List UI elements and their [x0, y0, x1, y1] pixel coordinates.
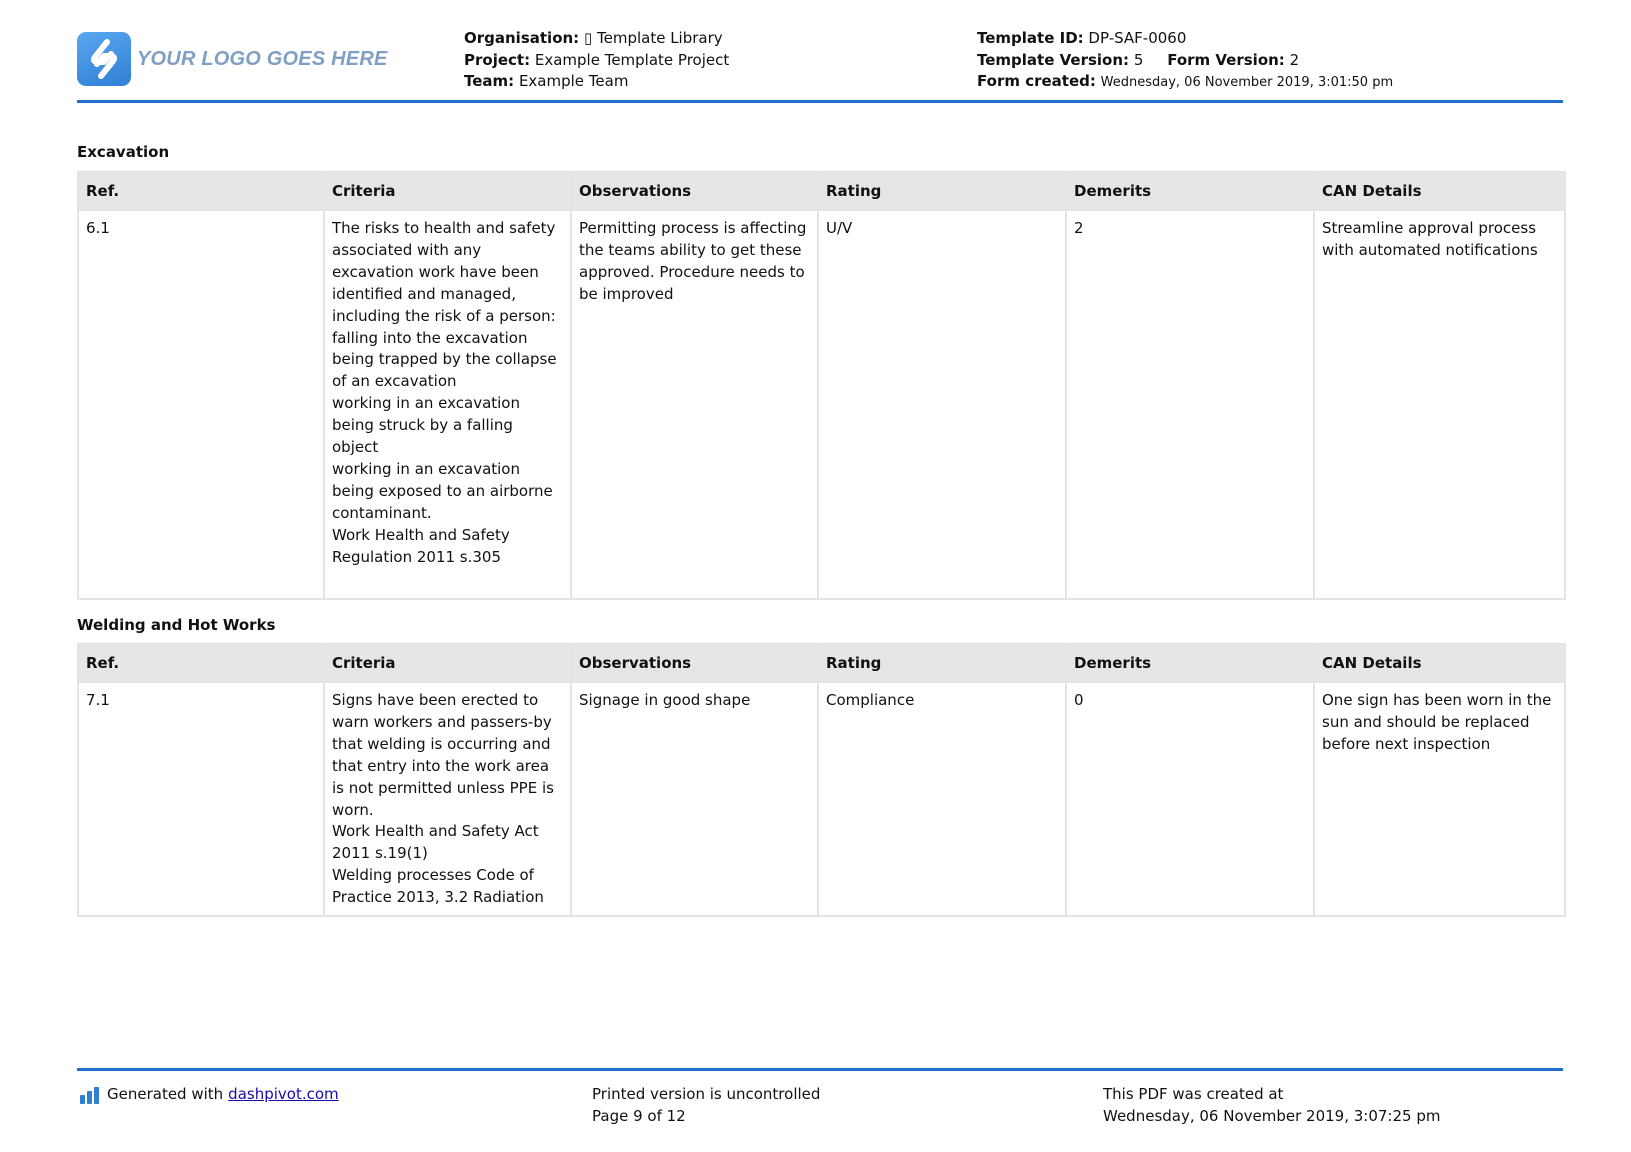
uncontrolled-text: Printed version is uncontrolled: [592, 1085, 821, 1103]
criteria-item: falling into the excavation: [332, 328, 528, 347]
criteria-reference: Work Health and Safety Act 2011 s.19(1): [332, 822, 539, 863]
footer-divider: [77, 1068, 1563, 1071]
team-label: Team:: [464, 72, 515, 90]
dashpivot-link[interactable]: dashpivot.com: [228, 1085, 339, 1103]
table-row: [78, 682, 1565, 916]
header-template-block: [977, 28, 1393, 94]
company-logo: [77, 32, 388, 86]
dashpivot-bars-icon: [80, 1086, 99, 1104]
cell-criteria: [324, 210, 571, 599]
print-notice: [592, 1084, 820, 1127]
criteria-intro: The risks to health and safety associated with any excavation work have been identified and managed, including the risk of a person:: [332, 219, 556, 325]
pdf-created: [1103, 1084, 1440, 1127]
generated-prefix: Generated with: [107, 1085, 224, 1103]
column-header-demerits: Demerits: [1066, 172, 1314, 210]
cell-criteria: [324, 682, 571, 916]
cell-ref: 6.1: [78, 210, 324, 599]
table-row: [78, 210, 1565, 599]
welding-table: [77, 643, 1566, 917]
cell-demerits: 0: [1066, 682, 1314, 916]
cell-can-details: Streamline approval process with automated notifications: [1314, 210, 1565, 599]
form-version-value: 2: [1289, 50, 1300, 69]
column-header-criteria: Criteria: [324, 644, 571, 682]
template-version-label: Template Version:: [977, 50, 1130, 69]
organisation-value: ▯ Template Library: [583, 29, 723, 47]
excavation-table: [77, 171, 1566, 600]
column-header-rating: Rating: [818, 172, 1066, 210]
logo-text: YOUR LOGO GOES HERE: [137, 47, 388, 70]
page-header: [77, 22, 1563, 102]
criteria-item: working in an excavation being struck by a falling object: [332, 394, 520, 457]
column-header-can-details: CAN Details: [1314, 172, 1565, 210]
form-created-value: Wednesday, 06 November 2019, 3:01:50 pm: [1100, 75, 1394, 90]
criteria-intro: Signs have been erected to warn workers and passers-by that welding is occurring and that entry into the work area is not permitted unless PPE is worn.: [332, 691, 554, 819]
cell-rating: Compliance: [818, 682, 1066, 916]
column-header-criteria: Criteria: [324, 172, 571, 210]
column-header-can-details: CAN Details: [1314, 644, 1565, 682]
pdf-created-label: This PDF was created at: [1103, 1085, 1284, 1103]
template-id-value: DP-SAF-0060: [1088, 29, 1187, 47]
criteria-reference: Welding processes Code of Practice 2013, 3.2 Radiation: [332, 866, 544, 907]
cell-can-details: One sign has been worn in the sun and should be replaced before next inspection: [1314, 682, 1565, 916]
criteria-reference: Work Health and Safety Regulation 2011 s.305: [332, 525, 510, 566]
cell-observations: Permitting process is affecting the teams ability to get these approved. Procedure needs to be improved: [571, 210, 818, 599]
cell-observations: Signage in good shape: [571, 682, 818, 916]
cell-rating: U/V: [818, 210, 1066, 599]
project-label: Project:: [464, 50, 531, 69]
header-divider: [77, 100, 1563, 103]
generated-with: [77, 1084, 339, 1106]
header-organisation-block: [464, 28, 729, 93]
column-header-rating: Rating: [818, 644, 1066, 682]
template-version-value: 5: [1133, 50, 1144, 69]
page-number: Page 9 of 12: [592, 1106, 686, 1125]
pdf-created-value: Wednesday, 06 November 2019, 3:07:25 pm: [1103, 1106, 1441, 1125]
organisation-label: Organisation:: [464, 29, 580, 47]
logo-mark-icon: [77, 32, 131, 86]
section-title-excavation: Excavation: [77, 143, 170, 161]
criteria-item: working in an excavation being exposed to an airborne contaminant.: [332, 459, 553, 522]
form-version-label: Form Version:: [1167, 50, 1285, 69]
team-value: Example Team: [518, 72, 629, 90]
column-header-observations: Observations: [571, 644, 818, 682]
column-header-ref: Ref.: [78, 644, 324, 682]
criteria-item: being trapped by the collapse of an excavation: [332, 350, 557, 391]
column-header-demerits: Demerits: [1066, 644, 1314, 682]
column-header-ref: Ref.: [78, 172, 324, 210]
project-value: Example Template Project: [534, 50, 730, 69]
section-title-welding: Welding and Hot Works: [77, 616, 276, 634]
form-created-label: Form created:: [977, 72, 1096, 90]
cell-ref: 7.1: [78, 682, 324, 916]
cell-demerits: 2: [1066, 210, 1314, 599]
column-header-observations: Observations: [571, 172, 818, 210]
template-id-label: Template ID:: [977, 29, 1084, 47]
table-header-row: [78, 644, 1565, 682]
table-header-row: [78, 172, 1565, 210]
